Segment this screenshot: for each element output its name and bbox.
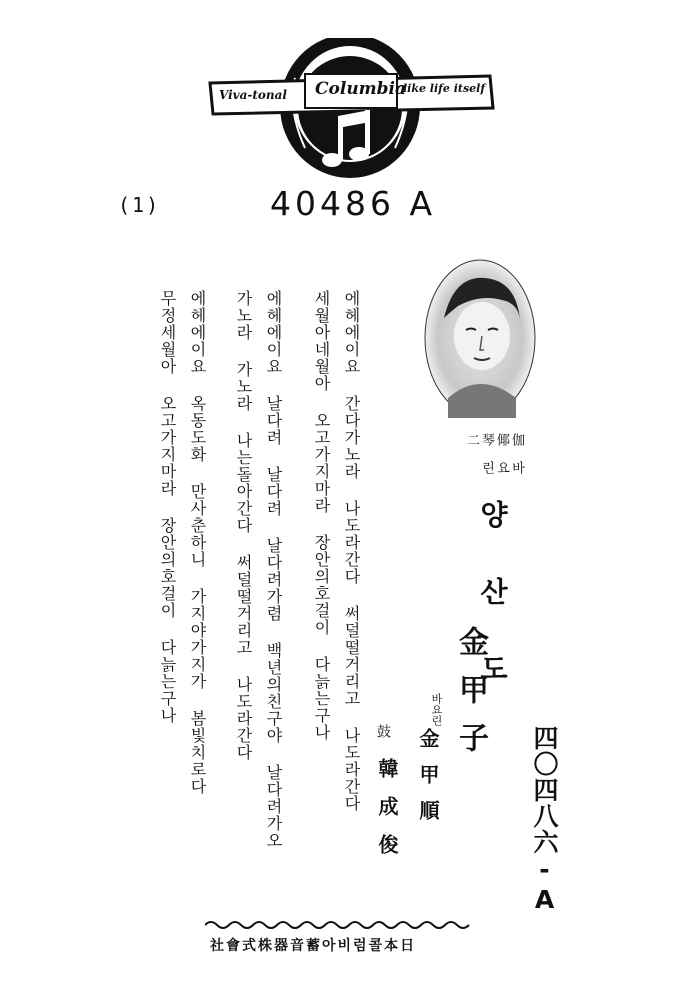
footer-divider	[205, 918, 475, 932]
catalog-number: 40486 A	[270, 184, 437, 223]
drummer-name: 韓成俊	[375, 758, 399, 872]
song-title: 양 산 도	[476, 500, 509, 690]
genre-line-2: 倻 요	[494, 433, 509, 474]
lyric-line-4: 가노라 가노라 나는돌아간다 써덜떨거리고 나도라간다	[234, 290, 253, 761]
genre-line-3: 琴 린	[479, 433, 494, 474]
lyric-line-2: 세월아네월아 오고가지마라 장안의호걸이 다늙는구나	[312, 290, 331, 741]
violinist-name: 金甲順	[416, 728, 440, 836]
catalog-number-vertical: 四〇四八六-A	[530, 725, 559, 915]
violin-label: 바요린	[430, 693, 443, 726]
lyric-line-6: 무정세월아 오고가지마라 장안의호걸이 다늙는구나	[158, 290, 177, 724]
drum-label: 鼓	[375, 724, 391, 738]
page-number: (1)	[118, 193, 161, 217]
logo-right-motto: like life itself	[403, 82, 486, 95]
columbia-logo	[205, 38, 495, 188]
lyric-line-3: 에헤에이요 날다려 날다려 날다려가렴 백년의친구야 날다려가오	[264, 290, 283, 849]
publisher-footer: 社會式株器音蓄아비럼콜本日	[210, 938, 417, 954]
logo-brand: Columbia	[315, 79, 407, 99]
singer-portrait	[424, 258, 536, 418]
lyric-line-5: 에헤에이요 옥동도화 만사춘하니 가지야가지가 봄빛치로다	[188, 290, 207, 795]
singer-name: 金甲子	[453, 626, 488, 770]
logo-left-motto: Viva-tonal	[219, 88, 287, 102]
genre-line-1: 伽 바	[509, 433, 524, 474]
lyric-line-1: 에헤에이요 간다가노라 나도라간다 써덜떨거리고 나도라간다	[342, 290, 361, 812]
genre-line-4: 二	[464, 433, 479, 446]
